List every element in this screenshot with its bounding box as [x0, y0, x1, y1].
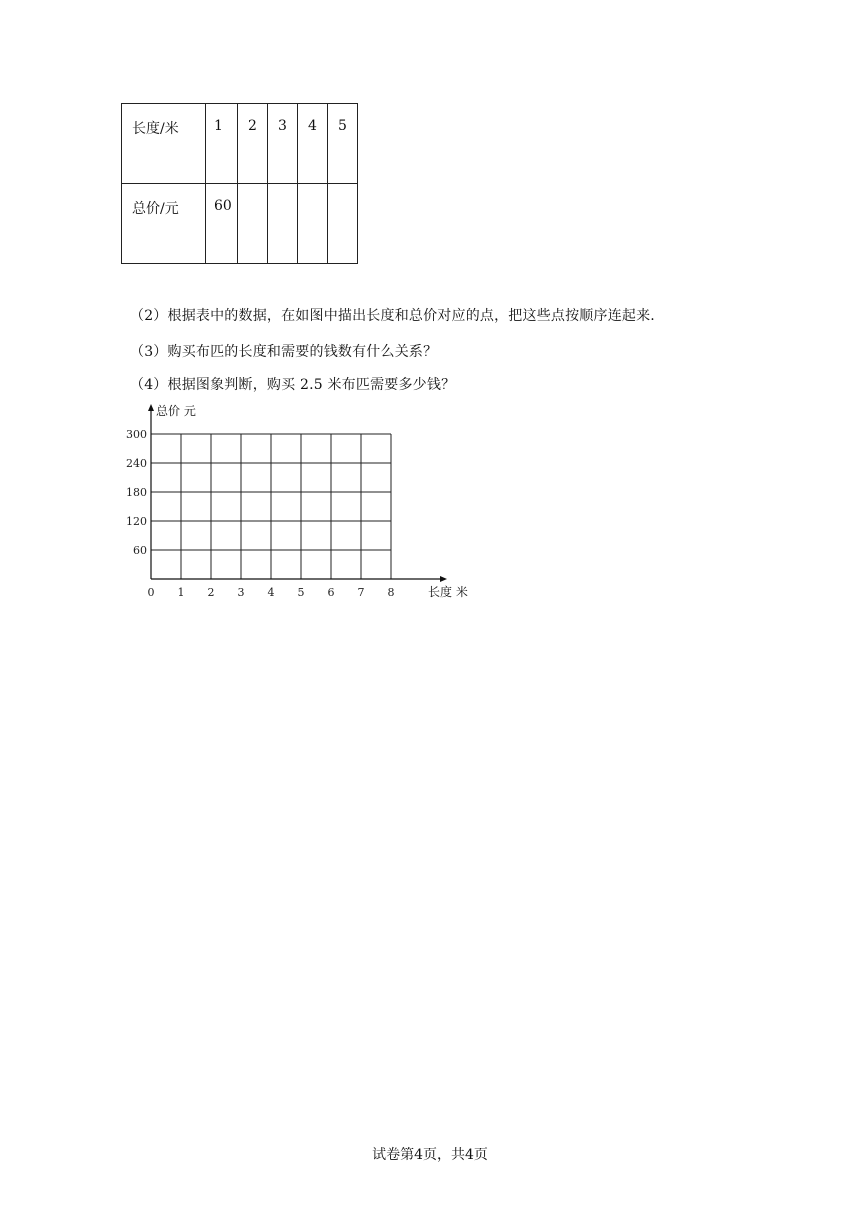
x-axis-arrow-icon: [440, 576, 447, 582]
x-tick-label: 6: [327, 586, 335, 599]
row-header-price: 总价/元: [122, 184, 206, 264]
y-tick-label: 180: [126, 486, 147, 499]
grid: [151, 434, 391, 579]
x-tick-label: 4: [267, 586, 275, 599]
price-cell-1: 60: [206, 184, 238, 264]
length-cell-5: 5: [328, 104, 358, 184]
tick-labels: [126, 428, 395, 599]
question-4: （4）根据图象判断，购买 2.5 米布匹需要多少钱？: [130, 377, 456, 393]
x-tick-label: 5: [297, 586, 305, 599]
length-cell-3: 3: [268, 104, 298, 184]
x-tick-label: 3: [237, 586, 245, 599]
x-tick-label: 1: [177, 586, 185, 599]
price-length-grid-chart: [118, 400, 488, 606]
y-tick-label: 240: [126, 457, 147, 470]
row-header-length: 长度/米: [122, 104, 206, 184]
price-cell-4: [298, 184, 328, 264]
y-axis-arrow-icon: [148, 404, 154, 411]
question-2: （2）根据表中的数据，在如图中描出长度和总价对应的点，把这些点按顺序连起来.: [130, 308, 655, 324]
y-tick-label: 60: [133, 544, 147, 557]
question-3: （3）购买布匹的长度和需要的钱数有什么关系？: [130, 344, 438, 360]
price-cell-2: [238, 184, 268, 264]
y-tick-label: 120: [126, 515, 147, 528]
length-cell-2: 2: [238, 104, 268, 184]
length-row: [122, 104, 358, 184]
price-cell-5: [328, 184, 358, 264]
x-tick-label: 8: [387, 586, 395, 599]
y-tick-label: 300: [126, 428, 147, 441]
length-cell-4: 4: [298, 104, 328, 184]
x-axis-title: 长度 米: [428, 585, 468, 599]
y-axis-title: 总价 元: [156, 404, 196, 418]
price-cell-3: [268, 184, 298, 264]
price-table: [121, 103, 358, 264]
price-row: [122, 184, 358, 264]
x-tick-label: 7: [357, 586, 365, 599]
length-cell-1: 1: [206, 104, 238, 184]
axes: [148, 404, 447, 582]
x-tick-label: 0: [147, 586, 155, 599]
x-tick-label: 2: [207, 586, 215, 599]
page-footer: 试卷第4页，共4页: [372, 1147, 488, 1163]
